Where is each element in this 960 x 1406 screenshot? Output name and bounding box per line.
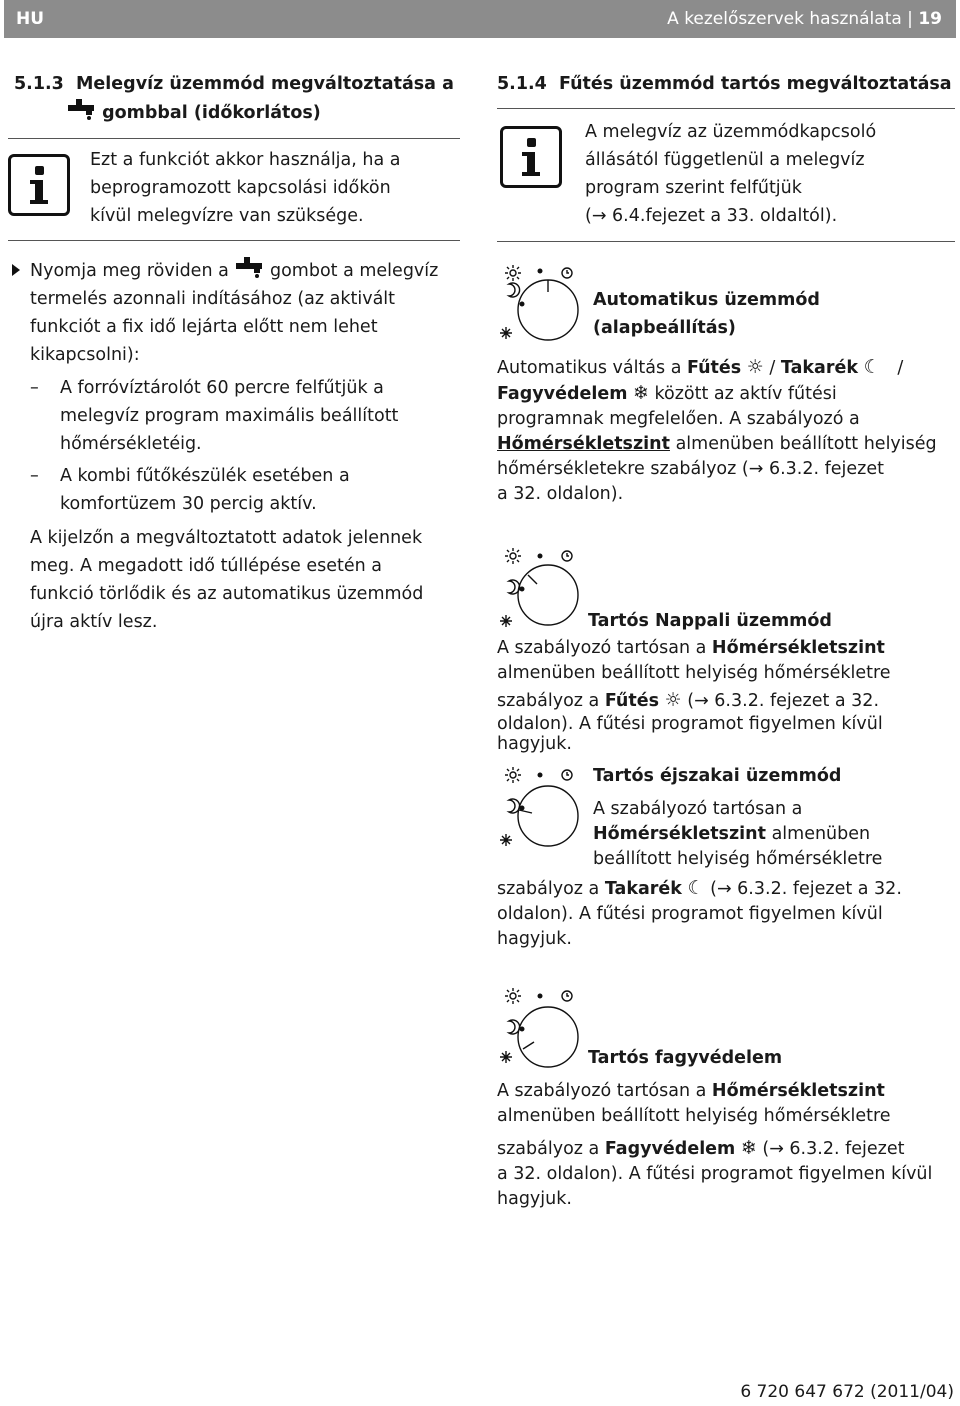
auto-text: a 32. oldalon). — [497, 484, 624, 504]
page-header — [4, 0, 956, 38]
night-text: almenüben — [771, 824, 871, 844]
dash-line: A forróvíztárolót 60 percre felfűtjük a — [60, 378, 384, 398]
night-text: hagyjuk. — [497, 929, 572, 949]
night-text: oldalon). A fűtési programot figyelmen kívül — [497, 904, 883, 924]
temperature-level-label: Hőmérsékletszint — [593, 824, 766, 844]
step-bullet-icon — [12, 264, 20, 276]
dash-line: hőmérsékletéig. — [60, 434, 202, 454]
section-number: 5.1.4 — [497, 74, 547, 94]
economy-label: Takarék — [604, 879, 682, 899]
dash-line: melegvíz program maximális beállított — [60, 406, 399, 426]
divider — [497, 241, 955, 242]
frost-mode-title: Tartós fagyvédelem — [588, 1048, 783, 1068]
economy-label: Takarék — [780, 358, 858, 378]
divider — [8, 240, 460, 241]
frost-text: szabályoz a — [497, 1139, 600, 1159]
slash: / — [897, 358, 904, 378]
frost-text: A szabályozó tartósan a — [497, 1081, 707, 1101]
day-text: hagyjuk. — [497, 734, 572, 754]
night-mode-text-top — [593, 797, 882, 872]
night-mode-title: Tartós éjszakai üzemmód — [593, 766, 842, 786]
section-5-1-3-title — [14, 70, 454, 98]
auto-text: között az aktív fűtési — [654, 384, 837, 404]
header-title-text: A kezelőszervek használata — [667, 9, 902, 29]
frost-mode-text — [497, 1079, 957, 1212]
divider — [497, 108, 955, 109]
info-icon — [500, 126, 562, 188]
info-icon — [8, 154, 70, 216]
info-line: program szerint felfűtjük — [585, 178, 802, 198]
info-line: kívül melegvízre van szüksége. — [90, 206, 364, 226]
dash-bullet: – — [30, 378, 39, 398]
section-title-line2: gombbal (időkorlátos) — [102, 103, 321, 123]
night-text: A szabályozó tartósan a — [593, 799, 803, 819]
frost-label: Fagyvédelem — [497, 384, 628, 404]
dash-item-1 — [60, 374, 398, 458]
night-text: szabályoz a — [497, 879, 600, 899]
heating-label: Fűtés — [604, 691, 660, 711]
auto-mode-title — [593, 286, 820, 342]
night-mode-text-bottom — [497, 876, 957, 952]
moon-icon: ☾ — [687, 877, 705, 899]
after-line: meg. A megadott idő túllépése esetén a — [30, 556, 382, 576]
day-text: almenüben beállított helyiség hőmérsékletre — [497, 663, 891, 683]
frost-text: hagyjuk. — [497, 1189, 572, 1209]
page-number: 19 — [918, 9, 942, 29]
step-text-pre: Nyomja meg röviden a — [30, 261, 229, 281]
auto-title-l1: Automatikus üzemmód — [593, 290, 820, 310]
day-mode-text — [497, 636, 957, 754]
frost-text: almenüben beállított helyiség hőmérsékletre — [497, 1106, 891, 1126]
mode-dial-night-icon — [495, 764, 585, 854]
day-mode-title: Tartós Nappali üzemmód — [588, 611, 832, 631]
auto-mode-text — [497, 355, 957, 507]
sun-icon: ☼ — [664, 689, 682, 711]
step-line: funkciót a fix idő lejárta előtt nem lehet — [30, 317, 378, 337]
auto-text: almenüben beállított helyiség — [675, 434, 937, 454]
mode-dial-day-icon — [495, 545, 585, 631]
frost-text: (→ 6.3.2. fejezet — [762, 1139, 905, 1159]
night-text: beállított helyiség hőmérsékletre — [593, 849, 883, 869]
auto-title-l2: (alapbeállítás) — [593, 318, 736, 338]
info-note — [90, 146, 401, 230]
auto-text: hőmérsékletekre szabályoz (→ 6.3.2. fejezet — [497, 459, 884, 479]
info-line: beprogramozott kapcsolási időkön — [90, 178, 391, 198]
after-line: újra aktív lesz. — [30, 612, 158, 632]
step-text — [30, 256, 470, 369]
heating-label: Fűtés — [687, 358, 742, 378]
divider — [8, 138, 460, 139]
info-line: A melegvíz az üzemmódkapcsoló — [585, 122, 877, 142]
section-number: 5.1.3 — [14, 74, 64, 94]
dash-item-2 — [60, 462, 350, 518]
after-text — [30, 524, 423, 636]
info-line: állásától függetlenül a melegvíz — [585, 150, 865, 170]
day-text: oldalon). A fűtési programot figyelmen kívül — [497, 714, 883, 734]
section-title-line1: Melegvíz üzemmód megváltoztatása a — [76, 74, 454, 94]
dash-bullet: – — [30, 466, 39, 486]
info-line: Ezt a funkciót akkor használja, ha a — [90, 150, 401, 170]
auto-text: Automatikus váltás a — [497, 358, 682, 378]
mode-dial-auto-icon — [495, 262, 585, 348]
after-line: funkció törlődik és az automatikus üzemmód — [30, 584, 424, 604]
temperature-level-label: Hőmérsékletszint — [711, 638, 885, 658]
step-line: termelés azonnali indításához (az aktivált — [30, 289, 396, 309]
snowflake-icon: ❄ — [740, 1137, 757, 1159]
snowflake-icon: ❄ — [633, 382, 649, 404]
moon-icon: ☾ — [863, 356, 881, 378]
day-text: A szabályozó tartósan a — [497, 638, 707, 658]
mode-dial-frost-icon — [495, 985, 585, 1075]
sun-icon: ☼ — [746, 356, 764, 378]
dash-line: komfortüzem 30 percig aktív. — [60, 494, 317, 514]
tap-icon — [66, 98, 96, 120]
document-code: 6 720 647 672 (2011/04) — [740, 1382, 954, 1402]
section-5-1-4-title — [497, 70, 952, 98]
night-text: (→ 6.3.2. fejezet a 32. — [710, 879, 902, 899]
section-title: Fűtés üzemmód tartós megváltoztatása — [559, 74, 952, 94]
frost-text: a 32. oldalon). A fűtési programot figyelmen kívül — [497, 1164, 933, 1184]
step-line: kikapcsolni): — [30, 345, 140, 365]
day-text: szabályoz a — [497, 691, 600, 711]
tap-icon — [234, 256, 264, 278]
language-label: HU — [16, 9, 45, 29]
auto-text: programnak megfelelően. A szabályozó a — [497, 409, 860, 429]
temperature-level-label: Hőmérsékletszint — [711, 1081, 885, 1101]
info-note — [585, 118, 876, 230]
after-line: A kijelzőn a megváltoztatott adatok jelennek — [30, 528, 423, 548]
info-line: (→ 6.4.fejezet a 33. oldaltól). — [585, 206, 838, 226]
slash: / — [769, 358, 776, 378]
section-5-1-3-title-line2 — [66, 98, 321, 127]
temperature-level-label: Hőmérsékletszint — [497, 434, 670, 454]
frost-label: Fagyvédelem — [604, 1139, 736, 1159]
step-text-post: gombot a melegvíz — [269, 261, 439, 281]
dash-line: A kombi fűtőkészülék esetében a — [60, 466, 350, 486]
day-text: (→ 6.3.2. fejezet a 32. — [687, 691, 880, 711]
header-title: A kezelőszervek használata | 19 — [667, 9, 942, 29]
